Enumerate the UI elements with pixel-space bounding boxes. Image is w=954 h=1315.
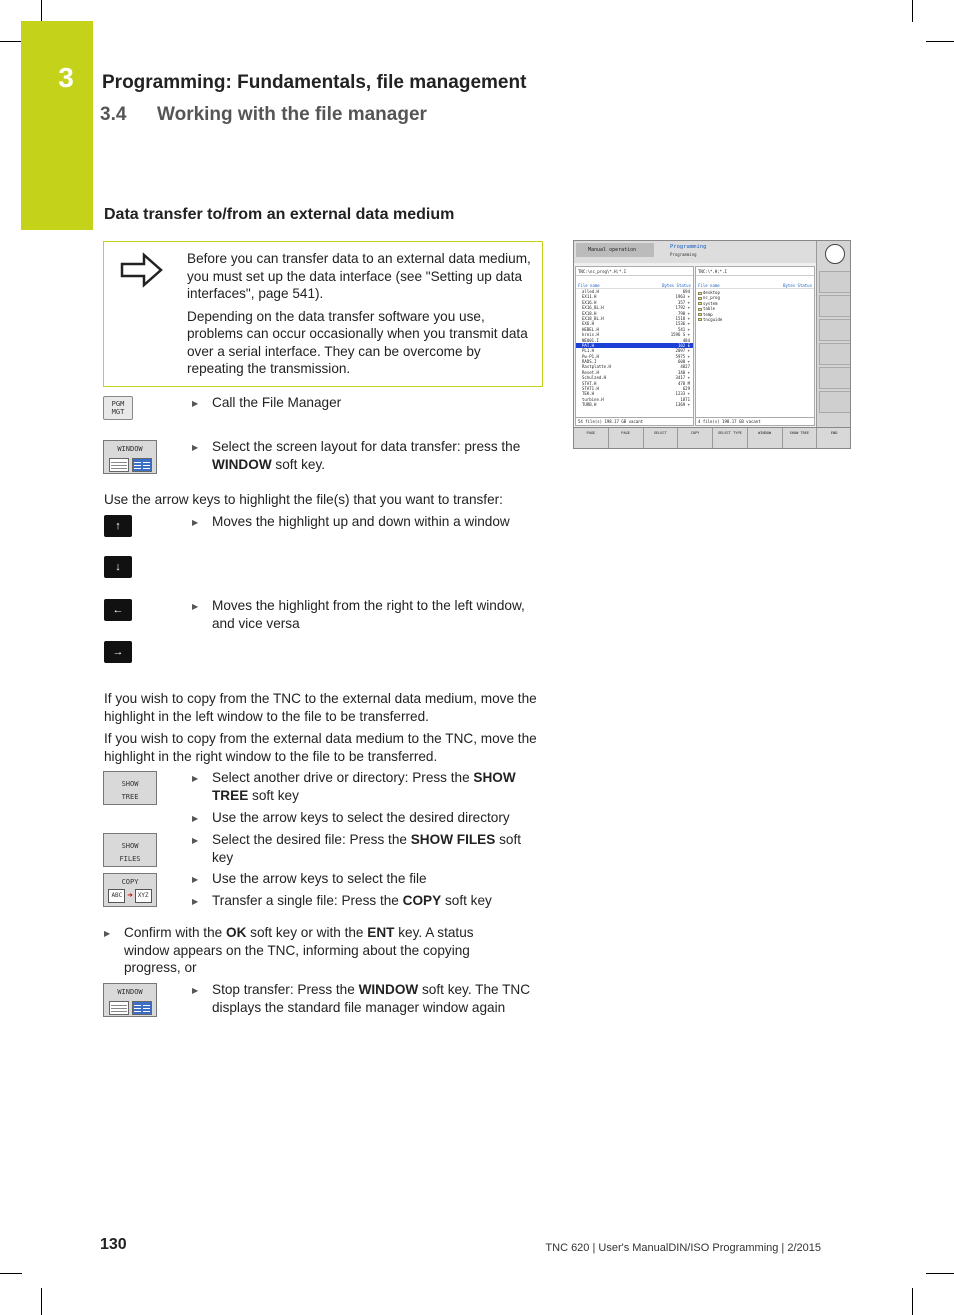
vertical-softkey[interactable]	[819, 295, 851, 317]
step-show-files	[192, 831, 540, 866]
file-size: 102 E	[677, 342, 690, 348]
directory-name: table	[703, 306, 716, 312]
softkey[interactable]: PAGE	[609, 428, 644, 449]
column-header: Bytes Status	[662, 283, 691, 288]
pgm-mgt-key[interactable]	[103, 396, 133, 420]
crop-mark	[41, 0, 42, 22]
left-file-window	[575, 266, 694, 426]
single-window-icon	[109, 458, 129, 472]
step-keyword: OK	[226, 925, 247, 940]
step-keyword: WINDOW	[212, 456, 272, 472]
directory-name: tncguide	[703, 316, 723, 322]
column-header: Bytes Status	[783, 283, 812, 288]
file-name: EX16_BL.H	[582, 305, 604, 311]
left-footer: 54 file(s) 198.17 GB vacant	[576, 417, 693, 425]
paragraph-tnc-to-external: If you wish to copy from the TNC to the external data medium, move the highlight in the left window to the file to be transferred.	[104, 691, 537, 724]
arrow-right-icon	[120, 252, 164, 288]
softkey-label: WINDOW	[117, 445, 143, 453]
softkey-label: COPY	[121, 878, 139, 886]
step-text: Select another drive or directory: Press the	[212, 770, 474, 785]
key-label: MGT	[111, 408, 125, 416]
single-window-icon	[109, 1001, 129, 1015]
chapter-title: Programming: Fundamentals, file management	[102, 72, 527, 93]
tnc-screenshot	[573, 240, 851, 449]
note-paragraph: Depending on the data transfer software you use, problems can occur occasionally when you transmit data over a serial interface. They can be overcome by repeating the transmission.	[187, 308, 528, 376]
step-text: Confirm with the	[124, 925, 226, 940]
crop-mark	[0, 1273, 22, 1274]
step-keyword: WINDOW	[358, 982, 419, 997]
folder-icon	[698, 292, 702, 295]
crop-mark	[0, 41, 22, 42]
file-size: 1871	[680, 396, 690, 402]
file-name: TURB.H	[582, 402, 597, 408]
folder-icon	[698, 302, 702, 305]
column-header: File name	[578, 283, 600, 288]
arrow-left-key[interactable]: ←	[104, 599, 132, 621]
step-text: soft key.	[271, 456, 326, 472]
step-select-file	[192, 870, 532, 888]
window-softkey[interactable]	[103, 983, 157, 1017]
right-footer: 4 file(s) 198.17 GB vacant	[696, 417, 814, 425]
mode-programming[interactable]	[658, 243, 706, 259]
vertical-softkey[interactable]	[819, 319, 851, 341]
step-select-layout	[192, 438, 532, 473]
chapter-number: 3	[58, 62, 74, 93]
softkey[interactable]: SHOW TREE	[783, 428, 818, 449]
step-call-file-manager	[192, 394, 532, 412]
folder-icon	[698, 308, 702, 311]
right-softkey-panel	[816, 241, 851, 427]
file-name: Rastplatte.H	[582, 364, 611, 370]
crop-mark	[926, 41, 954, 42]
softkey[interactable]: PAGE	[574, 428, 609, 449]
file-size: 1536 +	[675, 321, 690, 327]
source-file-icon: ABC	[108, 889, 125, 903]
step-keyword: SHOW FILES	[410, 832, 496, 847]
file-size: 629	[682, 386, 690, 392]
intro-text: Use the arrow keys to highlight the file(s) that you want to transfer:	[104, 492, 503, 507]
directory-name: temp	[703, 311, 713, 317]
file-size: 1233 +	[675, 391, 690, 397]
section-title: Working with the file manager	[157, 104, 427, 125]
note-box	[103, 241, 543, 387]
copy-arrow-icon: ➜	[127, 891, 133, 901]
paragraph-external-to-tnc: If you wish to copy from the external data medium to the TNC, move the highlight in the right window to the file to be transferred.	[104, 731, 537, 764]
file-size: 357 +	[677, 299, 690, 305]
arrow-right-key[interactable]: →	[104, 641, 132, 663]
step-text: Select the desired file: Press the	[212, 832, 411, 847]
sub-heading: Data transfer to/from an external data medium	[104, 206, 455, 223]
step-select-directory	[192, 809, 542, 827]
step-text: soft key	[441, 893, 492, 908]
step-move-left-right	[192, 597, 532, 632]
crop-mark	[926, 1273, 954, 1274]
mode-manual-operation[interactable]: Manual operation	[576, 243, 654, 257]
file-size: 484	[682, 337, 690, 343]
file-size: 541 +	[677, 326, 690, 332]
page-number: 130	[100, 1236, 127, 1253]
softkey-label: SHOW	[121, 842, 139, 850]
right-path: TNC:\*.H;*.I	[696, 267, 814, 276]
vertical-softkey[interactable]	[819, 391, 851, 413]
note-paragraph: Before you can transfer data to an external data medium, you must set up the data interface (see "Setting up data interfaces", page 541).	[187, 251, 531, 301]
step-text: Use the arrow keys to select the file	[212, 871, 427, 886]
file-name: EX6.H	[582, 321, 595, 327]
vertical-softkey[interactable]	[819, 343, 851, 365]
dual-window-icon	[132, 458, 152, 472]
vertical-softkey[interactable]	[819, 271, 851, 293]
folder-icon	[698, 318, 702, 321]
file-name: HEBEL.H	[582, 326, 599, 332]
file-size: 1963 +	[675, 294, 690, 300]
file-size: 4827	[680, 364, 690, 370]
file-size: 798 +	[677, 310, 690, 316]
file-size: 608 +	[677, 359, 690, 365]
mode-bar	[574, 241, 816, 263]
arrow-up-key[interactable]: ↑	[104, 515, 132, 537]
directory-name: system	[703, 300, 718, 306]
folder-icon	[698, 313, 702, 316]
softkey[interactable]: WINDOW	[748, 428, 783, 449]
step-text: soft key or with the	[246, 925, 368, 940]
step-text: Call the File Manager	[212, 395, 342, 410]
softkey-label: TREE	[121, 793, 139, 801]
arrow-down-key[interactable]: ↓	[104, 556, 132, 578]
key-label: PGM	[111, 400, 125, 408]
crop-mark	[41, 1288, 42, 1315]
file-name: NEU01.I	[582, 337, 599, 343]
file-name: alled.H	[582, 289, 599, 294]
note-text	[187, 250, 537, 383]
step-move-up-down	[192, 513, 544, 531]
file-size: 3417 +	[675, 375, 690, 381]
softkey-label: WINDOW	[117, 988, 143, 996]
file-name: STAT1.H	[582, 386, 599, 392]
step-text: Use the arrow keys to select the desired directory	[212, 810, 510, 825]
step-text: Stop transfer: Press the	[212, 982, 359, 997]
crop-mark	[912, 1288, 913, 1315]
softkey[interactable]: SELECT	[644, 428, 679, 449]
file-name: EX16.H	[582, 299, 597, 305]
mode-label: Programming	[670, 244, 707, 250]
show-tree-softkey[interactable]	[103, 771, 157, 805]
file-size: 340 +	[677, 369, 690, 375]
softkey-bar	[574, 427, 851, 449]
column-header: File name	[698, 283, 720, 288]
step-text: Select the screen layout for data transfer: press the	[212, 439, 521, 454]
section-number: 3.4	[100, 104, 127, 125]
crop-mark	[912, 0, 913, 22]
file-name: Schulzed.H	[582, 375, 607, 381]
file-name: RADS.I	[582, 359, 597, 365]
file-name: kreis.H	[582, 332, 599, 338]
softkey-label: SHOW	[121, 780, 139, 788]
step-text: Moves the highlight up and down within a window	[212, 514, 510, 529]
file-name: turbine.H	[582, 396, 604, 402]
step-keyword: SHOW TREE	[212, 770, 516, 803]
softkey[interactable]: SELECT TYPE	[713, 428, 748, 449]
file-name: PAT.H	[582, 342, 595, 348]
copy-softkey[interactable]	[103, 873, 157, 907]
step-text: soft key. The TNC displays the standard file manager window again	[212, 982, 531, 1015]
directory-row[interactable]	[696, 317, 814, 322]
target-file-icon: XYZ	[135, 889, 152, 903]
file-size: 478 M	[677, 380, 690, 386]
dual-window-icon	[132, 1001, 152, 1015]
chapter-bar	[21, 21, 93, 230]
step-copy-file	[192, 892, 532, 910]
left-header	[576, 282, 693, 289]
right-file-window	[695, 266, 815, 426]
window-softkey[interactable]	[103, 440, 157, 474]
file-name: STAT.H	[582, 380, 597, 386]
file-name: Pw-P1.H	[582, 353, 599, 359]
file-size: 1596 S +	[670, 332, 690, 338]
left-path: TNC:\nc_prog\*.H;*.I	[576, 267, 693, 276]
file-size: 2097 +	[675, 348, 690, 354]
folder-icon	[698, 297, 702, 300]
step-text: Transfer a single file: Press the	[212, 893, 403, 908]
step-keyword: ENT	[367, 925, 395, 940]
footer-text: TNC 620 | User's ManualDIN/ISO Programming | 2/2015	[545, 1242, 821, 1254]
file-size: 1792 +	[675, 305, 690, 311]
file-name: EX18_BL.H	[582, 315, 604, 321]
step-text: soft key	[212, 832, 522, 865]
directory-name: desktop	[703, 290, 720, 295]
file-size: 694	[682, 289, 690, 294]
right-header	[696, 282, 814, 289]
step-show-tree	[192, 769, 540, 804]
file-name: TEK.H	[582, 391, 595, 397]
step-text: Moves the highlight from the right to the left window, and vice versa	[212, 598, 525, 631]
step-text: soft key	[248, 787, 299, 803]
show-files-softkey[interactable]	[103, 833, 157, 867]
file-name: EX18.H	[582, 310, 597, 316]
step-keyword: COPY	[402, 893, 442, 908]
step-stop-transfer	[192, 981, 532, 1016]
vertical-softkey[interactable]	[819, 367, 851, 389]
file-size: 1518 +	[675, 315, 690, 321]
file-size: 5975 +	[675, 353, 690, 359]
clock-icon	[825, 244, 845, 264]
mode-sublabel: Programming	[670, 252, 697, 257]
softkey[interactable]: END	[817, 428, 851, 449]
step-text: key. A status window appears on the TNC, informing about the copying progress, or	[124, 925, 474, 975]
file-name: Reset.H	[582, 369, 599, 375]
file-row[interactable]	[576, 402, 693, 407]
softkey-label: FILES	[119, 855, 141, 863]
file-name: PL1.H	[582, 348, 595, 354]
step-confirm	[104, 924, 514, 977]
file-name: EX11.H	[582, 294, 597, 300]
file-size: 1369 +	[675, 402, 690, 408]
softkey[interactable]: COPY	[678, 428, 713, 449]
directory-name: nc_prog	[703, 295, 720, 301]
